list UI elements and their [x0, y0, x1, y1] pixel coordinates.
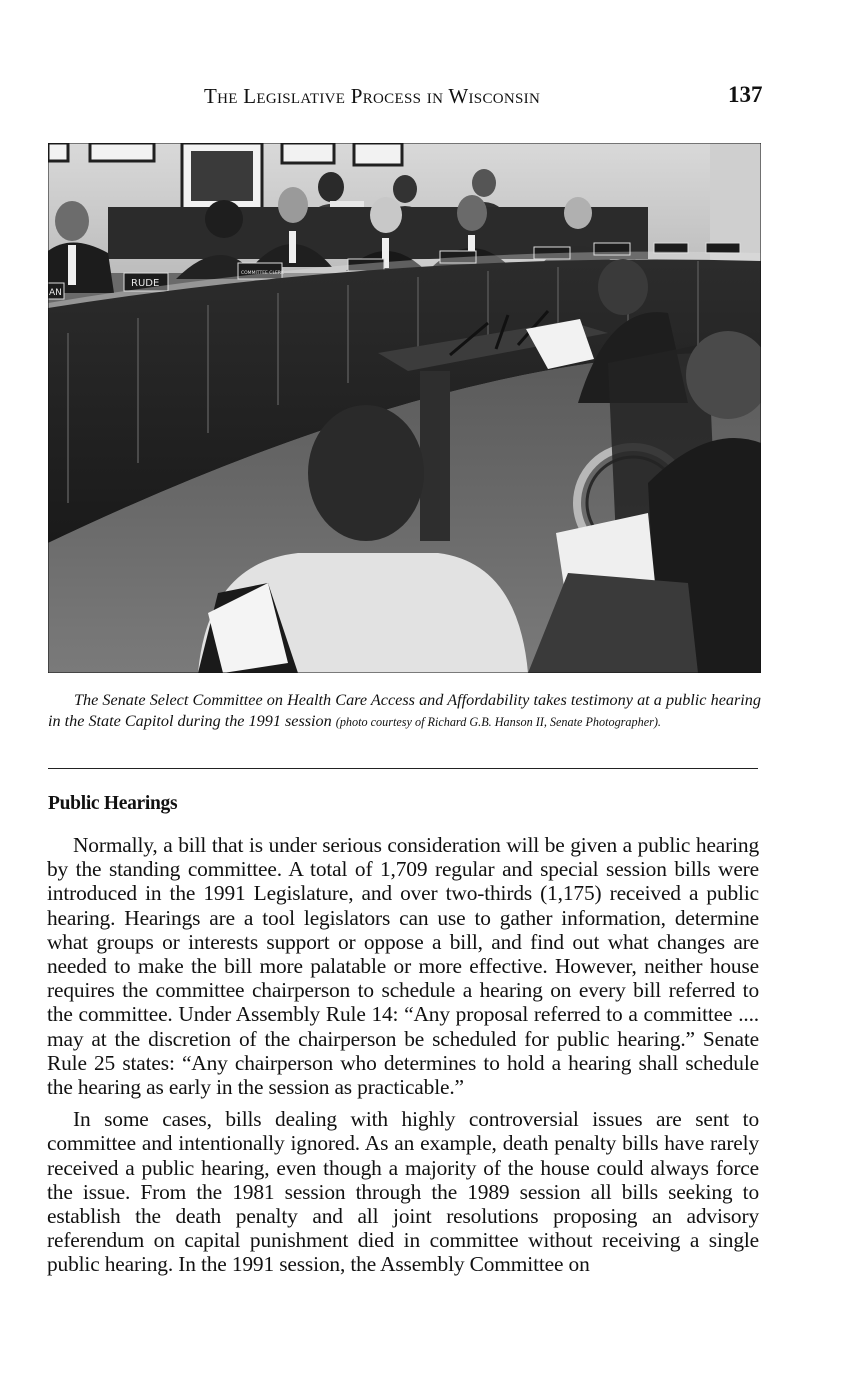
page-number: 137	[728, 82, 763, 107]
running-head	[0, 84, 859, 114]
photo-illustration	[48, 143, 761, 673]
running-title: The Legislative Process in Wisconsin	[204, 84, 541, 108]
photo-caption	[48, 690, 761, 733]
caption-text: The Senate Select Committee on Health Care Access and Affordability takes testimony at a public hearing in the State Capitol during the 1991 session	[48, 691, 761, 730]
name-plate-rude: RUDE	[131, 278, 160, 289]
caption-credit: (photo courtesy of Richard G.B. Hanson II, Senate Photographer).	[335, 715, 661, 729]
paragraph: Normally, a bill that is under serious consideration will be given a public hearing by the standing committee. A total of 1,709 regular and special session bills were introduced in the 1991 Legislature, and over two-thirds (1,175) received a public hearing. Hearings are a tool legislators can use to gather information, determine what groups or interests support or oppose a bill, and find out what changes are needed to make the bill more palatable or more effective. However, neither house requires the committee chairperson to schedule a hearing on every bill referred to the committee. Under Assembly Rule 14: “Any proposal referred to a committee .... may at the discretion of the chairperson be scheduled for public hearing.” Senate Rule 25 states: “Any chairperson who determines to hold a hearing shall schedule the hearing as early in the session as practicable.”	[47, 833, 759, 1100]
paragraph: In some cases, bills dealing with highly controversial issues are sent to committee and intentionally ignored. As an example, death penalty bills have rarely received a public hearing, even though a majority of the house could always force the issue. From the 1981 session through the 1989 session all bills seeking to establish the death penalty and all joint resolutions proposing an advisory referendum on capital punishment died in committee without receiving a single public hearing. In the 1991 session, the Assembly Committee on	[47, 1107, 759, 1277]
name-plate-committee-clerk: COMMITTEE CLERK	[241, 271, 284, 276]
body-text	[47, 833, 759, 1285]
section-heading: Public Hearings	[48, 793, 178, 814]
committee-hearing-photo	[48, 143, 761, 673]
section-divider	[48, 768, 758, 769]
name-plate-an: AN	[49, 288, 62, 298]
